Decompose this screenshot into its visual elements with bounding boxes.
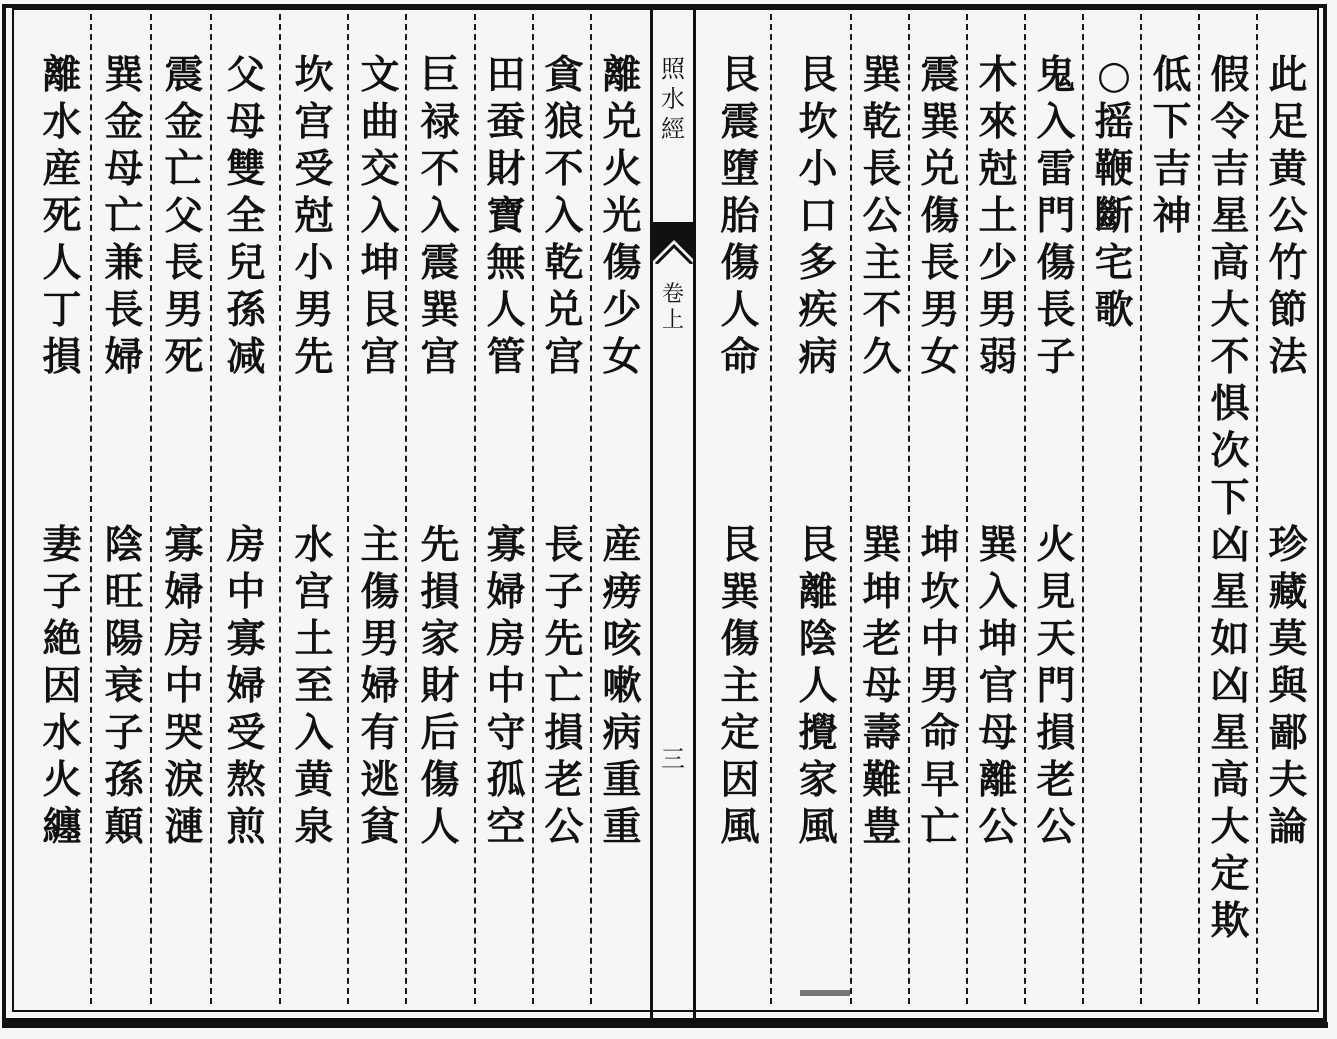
column-text: 低下吉神 (1152, 52, 1192, 239)
text-column-14 (412, 52, 468, 952)
column-rule (347, 14, 349, 1004)
column-lower-verse: 珍藏莫與鄙夫論 (1268, 522, 1308, 850)
column-upper-verse: 鬼入雷門傷長子 (1036, 52, 1076, 380)
text-column-3 (1144, 52, 1200, 972)
text-column-6 (970, 52, 1026, 952)
column-upper-verse: 艮震墮胎傷人命 (720, 52, 760, 380)
column-upper-verse: 貪狼不入乾兑宫 (544, 52, 584, 380)
column-lower-verse: 長子先亡損老公 (544, 522, 584, 850)
column-lower-verse: 先損家財后傷人 (420, 522, 460, 850)
column-upper-verse: 木來尅土少男弱 (978, 52, 1018, 380)
column-upper-verse: 巨禄不入震巽宫 (420, 52, 460, 380)
text-column-5 (1028, 52, 1084, 952)
text-column-1 (1260, 52, 1316, 952)
column-rule (770, 14, 772, 1004)
text-column-8 (854, 52, 910, 952)
text-column-20 (34, 52, 90, 952)
column-lower-verse: 陰旺陽衰子孫顛 (104, 522, 144, 850)
column-upper-verse: 震巽兑傷長男女 (920, 52, 960, 380)
column-lower-verse: 艮離陰人攪家風 (798, 522, 838, 850)
center-gutter (650, 10, 696, 1018)
column-lower-verse: 艮巽傷主定因風 (720, 522, 760, 850)
text-column-7 (912, 52, 968, 952)
column-lower-verse: 水宫土至入黄泉 (294, 522, 334, 850)
column-upper-verse: 父母雙全兒孫减 (226, 52, 266, 380)
column-upper-verse: 巽乾長公主不久 (862, 52, 902, 380)
text-column-15 (352, 52, 408, 952)
column-upper-verse: 田蚕財寶無人管 (486, 52, 526, 380)
column-upper-verse: 離兑火光傷少女 (602, 52, 642, 380)
column-upper-verse: 此足黄公竹節法 (1268, 52, 1308, 380)
gutter-volume-label: 卷上 (661, 282, 684, 333)
column-upper-verse: 巽金母亡兼長婦 (104, 52, 144, 380)
column-lower-verse: 妻子絶因水火纏 (42, 522, 82, 850)
column-lower-verse: 寡婦房中哭淚漣 (164, 522, 204, 850)
column-lower-verse: 主傷男婦有逃貧 (360, 522, 400, 850)
text-column-17 (218, 52, 274, 952)
fish-tail-mark-icon (652, 222, 696, 264)
column-lower-verse: 房中寡婦受熬煎 (226, 522, 266, 850)
section-heading: ○摇鞭斷宅歌 (1094, 52, 1134, 333)
text-column-10 (712, 52, 768, 952)
column-lower-verse: 坤坎中男命早亡 (920, 522, 960, 850)
column-lower-verse: 火見天門損老公 (1036, 522, 1076, 850)
text-column-12 (536, 52, 592, 952)
column-upper-verse: 震金亡父長男死 (164, 52, 204, 380)
column-text: 假令吉星高大不惧次下凶星如凶星高大定欺 (1210, 52, 1250, 944)
ink-smudge (800, 990, 850, 996)
column-lower-verse: 巽坤老母壽難豊 (862, 522, 902, 850)
column-lower-verse: 巽入坤官母離公 (978, 522, 1018, 850)
column-upper-verse: 文曲交入坤艮宫 (360, 52, 400, 380)
text-column-4 (1086, 52, 1142, 972)
gutter-book-title: 照水經 (661, 55, 685, 143)
bottom-border-rule (2, 1022, 1328, 1028)
column-upper-verse: 離水産死人丁損 (42, 52, 82, 380)
column-upper-verse: 艮坎小口多疾病 (798, 52, 838, 380)
column-rule (474, 14, 476, 1004)
text-column-11 (594, 52, 650, 952)
text-column-9 (790, 52, 846, 952)
column-rule (279, 14, 281, 1004)
column-lower-verse: 産痨咳嗽病重重 (602, 522, 642, 850)
column-rule (90, 14, 92, 1004)
column-upper-verse: 坎宫受尅小男先 (294, 52, 334, 380)
text-column-13 (478, 52, 534, 952)
text-column-19 (96, 52, 152, 952)
column-lower-verse: 寡婦房中守孤空 (486, 522, 526, 850)
text-column-16 (286, 52, 342, 952)
gutter-page-number: 三 (661, 745, 685, 773)
text-column-2 (1202, 52, 1258, 972)
text-column-18 (156, 52, 212, 952)
column-rule (850, 14, 852, 1004)
